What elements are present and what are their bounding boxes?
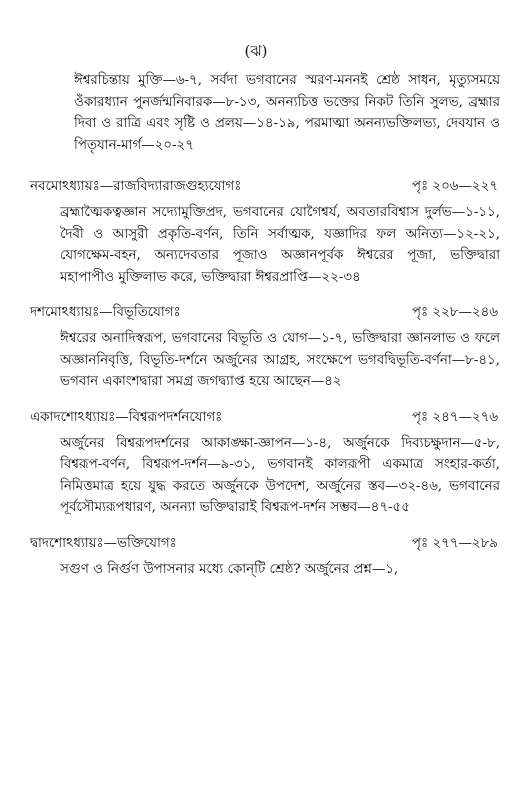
chapter-entry-12 xyxy=(30,533,500,581)
table-of-contents xyxy=(30,70,500,580)
chapter-page-range: পৃঃ ২৪৭—২৭৬ xyxy=(411,409,498,425)
chapter-heading xyxy=(30,302,500,324)
chapter-summary: সগুণ ও নির্গুণ উপাসনার মধ্যে কোন্‌টি শ্রেষ্ঠ? অর্জুনের প্রশ্ন—১, xyxy=(60,561,399,577)
chapter-page-range: পৃঃ ২৭৭—২৮৯ xyxy=(411,535,498,551)
chapter-title: দ্বাদশোঽধ্যায়ঃ—ভক্তিযোগঃ xyxy=(30,535,177,551)
chapter-entry-9 xyxy=(30,176,500,288)
chapter-entry-11 xyxy=(30,407,500,519)
intro-paragraph: ঈশ্বরচিন্তায় মুক্তি—৬-৭, সর্বদা ভগবানের স্মরণ-মননই শ্রেষ্ঠ সাধন, মৃত্যুসময়ে ওঁকারধ্যান পুনর্জন্মনিবারক—৮-১৩, অনন্যচিত্ত ভক্তের নিকট তিনি সুলভ, ব্রহ্মার দিবা ও রাত্রি এবং সৃষ্টি ও প্রলয়—১৪-১৯, পরমাত্মা অনন্যভক্তিলভ্য, দেবযান ও পিতৃযান-মার্গ—২০-২৭ xyxy=(74,73,500,153)
chapter-summary: ঈশ্বরের অনাদিস্বরূপ, ভগবানের বিভূতি ও যোগ—১-৭, ভক্তিদ্বারা জ্ঞানলাভ ও ফলে অজ্ঞাননিবৃত্তি, বিভূতি-দর্শনে অর্জুনের আগ্রহ, সংক্ষেপে ভগবদ্বিভূতি-বর্ণনা—৮-৪১, ভগবান একাংশদ্বারা সমগ্র জগদ্ব্যাপ্ত হয়ে আছেন—৪২ xyxy=(60,331,500,389)
chapter-heading xyxy=(30,407,500,429)
chapter-title: একাদশোঽধ্যায়ঃ—বিশ্বরূপদর্শনযোগঃ xyxy=(30,409,223,425)
chapter-summary: ব্রহ্মাত্মৈকত্বজ্ঞান সদ্যোমুক্তিপ্রদ, ভগবানের যোগৈশ্বর্য, অবতারবিশ্বাস দুর্লভ—১-১১, দৈবী ও আসুরী প্রকৃতি-বর্ণন, তিনি সর্বাত্মক, যজ্ঞাদির ফল অনিত্য—১২-২১, যোগক্ষেম-বহন, অন্যদেবতার পূজাও অজ্ঞানপূর্বক ঈশ্বরের পূজা, ভক্তিদ্বারা মহাপাপীও মুক্তিলাভ করে, ভক্তিদ্বারা ঈশ্বরপ্রাপ্তি—২২-৩৪ xyxy=(60,205,500,285)
chapter-title: দশমোঽধ্যায়ঃ—বিভূতিযোগঃ xyxy=(30,305,181,320)
chapter-title: নবমোঽধ্যায়ঃ—রাজবিদ্যারাজগুহ্যযোগঃ xyxy=(30,179,242,194)
chapter-summary: অর্জুনের বিশ্বরূপদর্শনের আকাঙ্ক্ষা-জ্ঞাপন—১-৪, অর্জুনকে দিব্যচক্ষুদান—৫-৮, বিশ্বরূপ-বর্ণন, বিশ্বরূপ-দর্শন—৯-৩১, ভগবানই কালরূপী একমাত্র সংহার-কর্তা, নিমিত্তমাত্র হয়ে যুদ্ধ করতে অর্জুনকে উপদেশ, অর্জুনের স্তব—৩২-৪৬, ভগবানের পূর্বসৌম্যরূপধারণ, অনন্যা ভক্তিদ্বারাই বিশ্বরূপ-দর্শন সম্ভব—৪৭-৫৫ xyxy=(60,435,500,515)
chapter-page-range: পৃঃ ২২৮—২৪৬ xyxy=(411,305,498,320)
chapter-heading xyxy=(30,533,500,555)
chapter-entry-10 xyxy=(30,302,500,393)
chapter-page-range: পৃঃ ২০৬—২২৭ xyxy=(411,179,498,194)
chapter-heading xyxy=(30,176,500,198)
page-number-label: (ঝ) xyxy=(244,42,268,60)
